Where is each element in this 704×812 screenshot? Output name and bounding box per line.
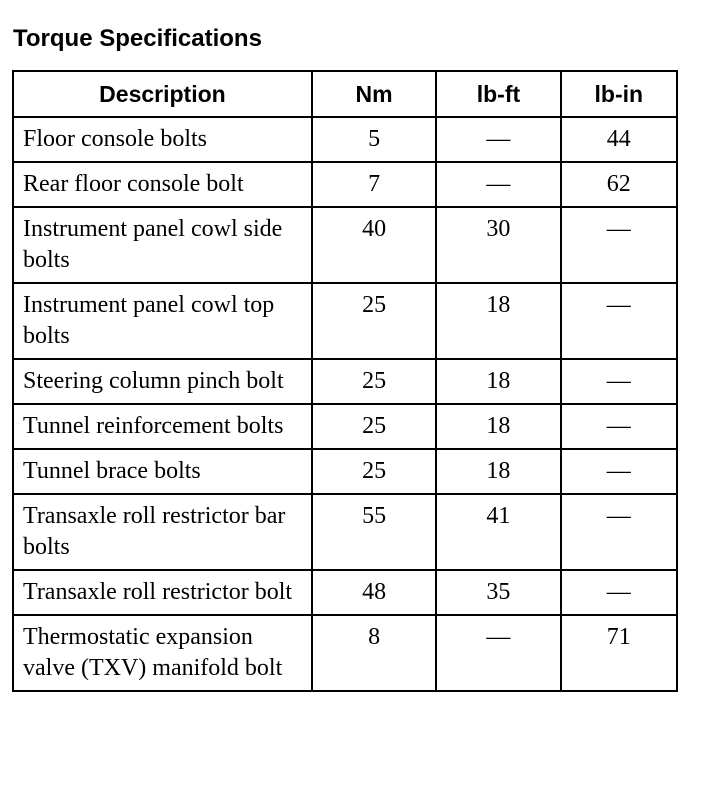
header-lbin: lb-in — [561, 71, 677, 117]
row-nm: 25 — [312, 359, 436, 404]
row-nm: 8 — [312, 615, 436, 691]
row-description: Tunnel reinforcement bolts — [13, 404, 312, 449]
header-nm: Nm — [312, 71, 436, 117]
torque-spec-table — [12, 70, 678, 692]
row-lbin: — — [561, 359, 677, 404]
row-nm: 40 — [312, 207, 436, 283]
row-lbin: — — [561, 283, 677, 359]
row-description: Instrument panel cowl side bolts — [13, 207, 312, 283]
row-nm: 25 — [312, 283, 436, 359]
table-row — [13, 359, 677, 404]
table-row — [13, 283, 677, 359]
row-nm: 55 — [312, 494, 436, 570]
row-description: Tunnel brace bolts — [13, 449, 312, 494]
row-lbft: — — [436, 615, 560, 691]
row-nm: 25 — [312, 404, 436, 449]
row-lbin: 44 — [561, 117, 677, 162]
row-description: Floor console bolts — [13, 117, 312, 162]
table-row — [13, 404, 677, 449]
row-lbft: — — [436, 117, 560, 162]
row-nm: 25 — [312, 449, 436, 494]
row-description: Rear floor console bolt — [13, 162, 312, 207]
row-lbin: — — [561, 570, 677, 615]
table-row — [13, 570, 677, 615]
row-nm: 48 — [312, 570, 436, 615]
row-nm: 5 — [312, 117, 436, 162]
row-lbft: 35 — [436, 570, 560, 615]
header-description: Description — [13, 71, 312, 117]
row-description: Transaxle roll restrictor bar bolts — [13, 494, 312, 570]
row-lbft: 18 — [436, 404, 560, 449]
row-lbft: 30 — [436, 207, 560, 283]
row-nm: 7 — [312, 162, 436, 207]
page-title: Torque Specifications — [13, 25, 262, 52]
table-header-row — [13, 71, 677, 117]
row-lbin: — — [561, 207, 677, 283]
row-lbin: — — [561, 404, 677, 449]
row-lbin: 62 — [561, 162, 677, 207]
row-lbin: — — [561, 494, 677, 570]
row-lbft: 18 — [436, 359, 560, 404]
row-lbin: — — [561, 449, 677, 494]
table-row — [13, 162, 677, 207]
header-lbft: lb-ft — [436, 71, 560, 117]
row-description: Thermostatic expansion valve (TXV) manifold bolt — [13, 615, 312, 691]
row-lbft: — — [436, 162, 560, 207]
row-lbft: 18 — [436, 449, 560, 494]
table-row — [13, 207, 677, 283]
row-lbft: 41 — [436, 494, 560, 570]
table-row — [13, 615, 677, 691]
table-row — [13, 449, 677, 494]
row-lbin: 71 — [561, 615, 677, 691]
table-row — [13, 117, 677, 162]
table-row — [13, 494, 677, 570]
row-description: Steering column pinch bolt — [13, 359, 312, 404]
row-description: Transaxle roll restrictor bolt — [13, 570, 312, 615]
row-lbft: 18 — [436, 283, 560, 359]
row-description: Instrument panel cowl top bolts — [13, 283, 312, 359]
